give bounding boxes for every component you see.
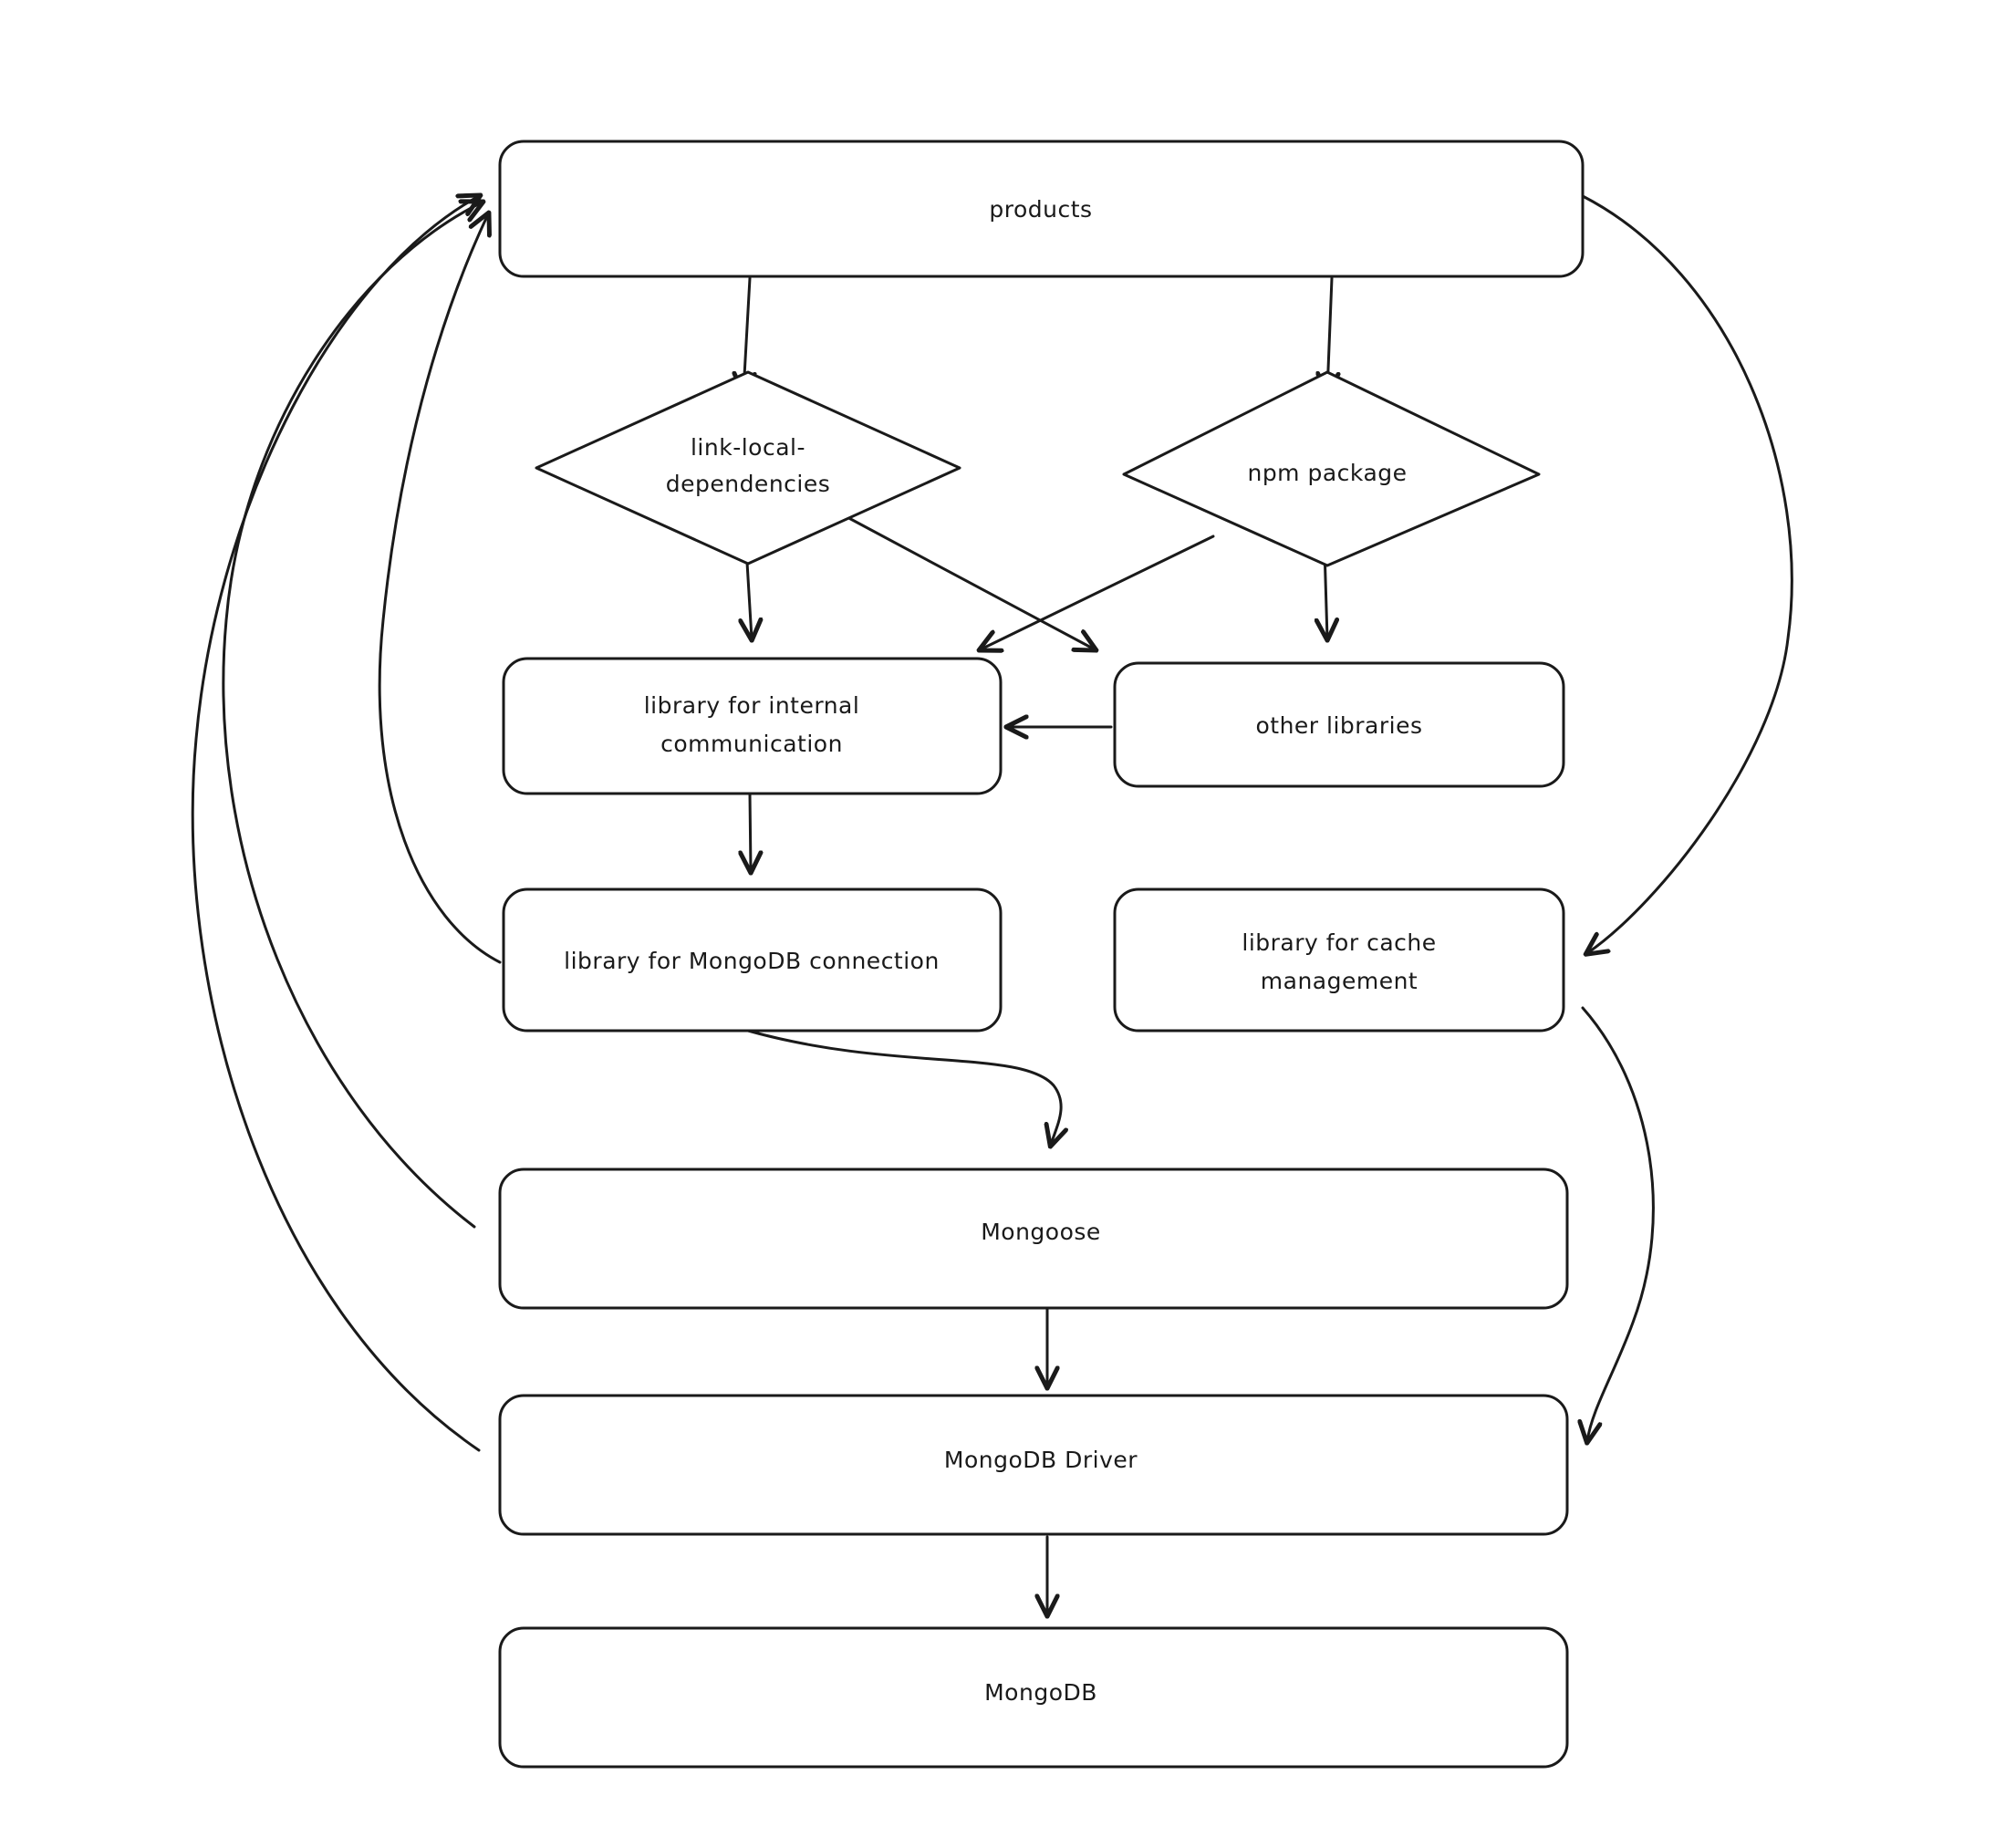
node-link-local-dependencies-shape[interactable]: [536, 372, 960, 564]
node-mongoose-label: Mongoose: [981, 1219, 1101, 1245]
node-npm-package-label: npm package: [1247, 460, 1408, 486]
node-products[interactable]: [500, 141, 1583, 276]
node-internal-comm[interactable]: [504, 659, 1001, 794]
node-mongoose[interactable]: [500, 1169, 1567, 1308]
edge-link-local-dependencies-to-other-libraries: [844, 515, 1095, 649]
edge-mongodb-connection-to-products: [379, 214, 500, 962]
node-mongodb-connection-label: library for MongoDB connection: [564, 948, 940, 974]
edge-cache-management-to-mongodb-driver: [1583, 1008, 1653, 1441]
edge-mongodb-driver-to-products: [192, 196, 479, 1450]
node-cache-management[interactable]: [1115, 889, 1564, 1031]
node-mongodb-label: MongoDB: [984, 1679, 1097, 1706]
node-link-local-dependencies-label-line1: link-local-: [690, 434, 806, 461]
edge-mongoose-to-products: [223, 202, 482, 1227]
node-cache-management-label-line2: management: [1260, 968, 1418, 994]
node-products-label: products: [989, 196, 1093, 223]
node-mongodb-connection[interactable]: [504, 889, 1001, 1031]
node-cache-management-label-line1: library for cache: [1242, 929, 1437, 956]
node-layer: [500, 141, 1583, 1767]
edge-npm-package-to-internal-comm: [981, 536, 1213, 649]
node-mongodb[interactable]: [500, 1628, 1567, 1767]
node-link-local-dependencies[interactable]: [536, 372, 960, 564]
edge-mongodb-connection-to-mongoose: [748, 1031, 1061, 1145]
edge-products-to-cache-management: [1583, 196, 1792, 953]
node-internal-comm-shape[interactable]: [504, 659, 1001, 794]
node-npm-package[interactable]: [1124, 372, 1539, 566]
node-link-local-dependencies-label-line2: dependencies: [665, 471, 831, 497]
node-internal-comm-label-line1: library for internal: [643, 692, 860, 719]
node-other-libraries[interactable]: [1115, 663, 1564, 786]
node-mongodb-driver-label: MongoDB Driver: [943, 1447, 1138, 1473]
node-mongodb-driver[interactable]: [500, 1396, 1567, 1534]
node-other-libraries-label: other libraries: [1255, 712, 1423, 739]
node-cache-management-shape[interactable]: [1115, 889, 1564, 1031]
node-internal-comm-label-line2: communication: [660, 731, 843, 757]
edge-internal-comm-to-mongodb-connection: [750, 794, 751, 871]
